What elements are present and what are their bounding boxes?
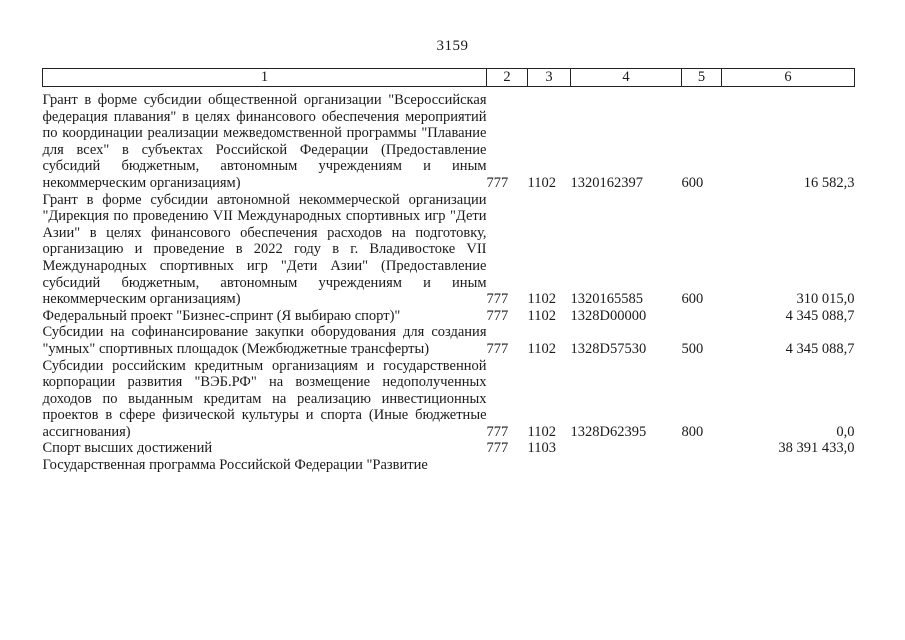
row-expense-type: 600 (681, 174, 704, 191)
row-ministry-code: 777 (486, 174, 509, 191)
row-section-code: 1102 (527, 307, 556, 324)
row-name: Государственная программа Российской Федерации "Развитие (42, 457, 428, 474)
column-header-4: 4 (571, 69, 682, 87)
row-target-article: 1328D62395 (570, 423, 647, 440)
row-expense-type (682, 457, 722, 474)
row-target-article: 1320162397 (570, 174, 643, 191)
row-amount (722, 457, 855, 474)
row-name: Субсидии российским кредитным организациям и государственной корпорации развития "ВЭБ.РФ" на возмещение недополученных доходов по выданным кредитам на реализацию инвестиционных проектов в сфере физической культуры и спорта (Иные бюджетные ассигнования) (42, 357, 487, 440)
row-expense-type: 600 (681, 291, 704, 308)
row-name: Субсидии на софинансирование закупки оборудования для создания "умных" спортивных площадок (Межбюджетные трансферты) (42, 324, 487, 357)
row-ministry-code: 777 (486, 440, 509, 457)
table-header-row (43, 69, 855, 87)
table-row (43, 324, 855, 357)
row-name: Спорт высших достижений (42, 440, 213, 457)
row-target-article: 1328D57530 (570, 340, 647, 357)
row-amount: 310 015,0 (796, 291, 855, 308)
budget-table (42, 68, 855, 474)
row-target-article (571, 440, 682, 457)
row-section-code: 1102 (527, 340, 556, 357)
row-section-code: 1102 (527, 174, 556, 191)
row-ministry-code: 777 (486, 307, 509, 324)
row-ministry-code: 777 (486, 291, 509, 308)
column-header-1: 1 (43, 69, 487, 87)
row-name: Грант в форме субсидии автономной некоммерческой организации "Дирекция по проведению VII Международных спортивных игр "Дети Азии" в целях финансового обеспечения расходов на подготовку, организацию и проведение в 2022 году в г. Владивостоке VII Международных спортивных игр "Дети Азии" (Предоставление субсидий бюджетным, автономным учреждениям и иным некоммерческим организациям) (42, 191, 487, 308)
table-row (43, 457, 855, 474)
row-target-article (571, 457, 682, 474)
row-amount: 4 345 088,7 (785, 340, 855, 357)
column-header-5: 5 (682, 69, 722, 87)
row-target-article: 1328D00000 (570, 307, 647, 324)
row-name: Грант в форме субсидии общественной организации "Всероссийская федерация плавания" в целях финансового обеспечения мероприятий по координации реализации межведомственной программы "Плавание для всех" в субъектах Российской Федерации (Предоставление субсидий бюджетным, автономным учреждениям и иным некоммерческим организациям) (42, 92, 487, 191)
row-section-code: 1102 (527, 423, 556, 440)
row-section-code: 1102 (527, 291, 556, 308)
table-row (43, 192, 855, 308)
column-header-6: 6 (722, 69, 855, 87)
column-header-3: 3 (528, 69, 571, 87)
row-section-code (528, 457, 571, 474)
table-row (43, 358, 855, 441)
row-amount: 0,0 (836, 423, 855, 440)
row-ministry-code: 777 (486, 423, 509, 440)
row-section-code: 1103 (527, 440, 556, 457)
row-expense-type (682, 308, 722, 325)
column-header-2: 2 (487, 69, 528, 87)
row-amount: 38 391 433,0 (778, 440, 855, 457)
row-expense-type: 500 (681, 340, 704, 357)
row-amount: 16 582,3 (803, 174, 855, 191)
row-amount: 4 345 088,7 (785, 307, 855, 324)
row-target-article: 1320165585 (570, 291, 643, 308)
row-ministry-code: 777 (486, 340, 509, 357)
table-row (43, 92, 855, 192)
row-expense-type: 800 (681, 423, 704, 440)
table-row (43, 440, 855, 457)
row-ministry-code (487, 457, 528, 474)
row-expense-type (682, 440, 722, 457)
page-number: 3159 (436, 38, 469, 54)
table-row (43, 308, 855, 325)
row-name: Федеральный проект "Бизнес-спринт (Я выбираю спорт)" (42, 307, 401, 324)
